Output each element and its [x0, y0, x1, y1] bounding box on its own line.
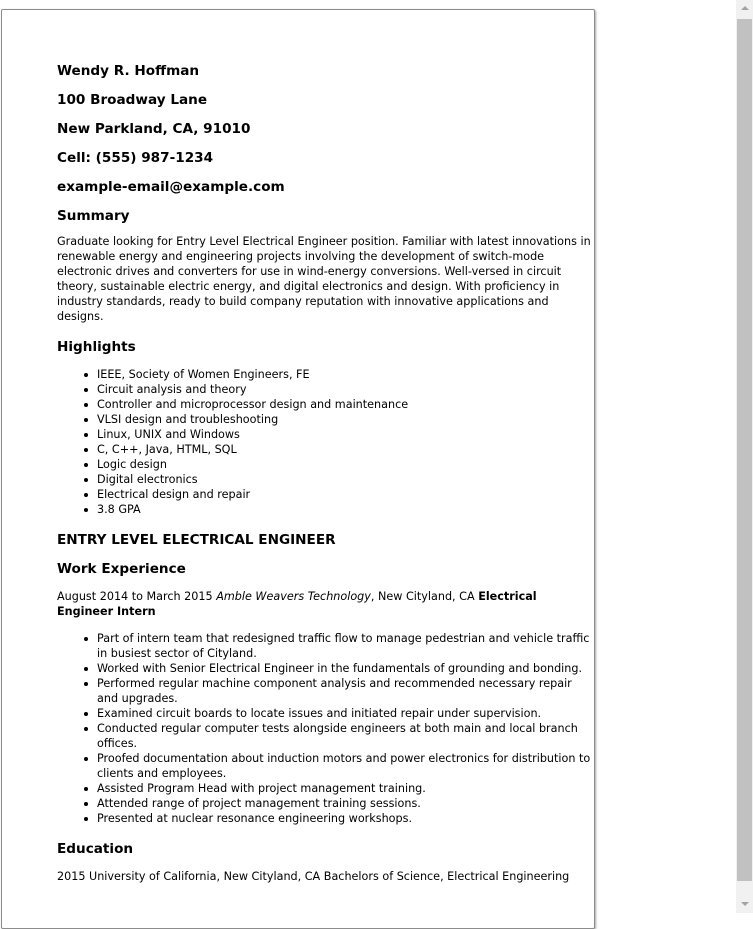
- highlight-item: Logic design: [97, 457, 591, 472]
- highlight-item: Circuit analysis and theory: [97, 382, 591, 397]
- work-duty-item: Assisted Program Head with project management training.: [97, 781, 591, 796]
- work-entry-line: [57, 589, 591, 619]
- education-heading: Education: [57, 841, 134, 857]
- scroll-down-arrow-icon[interactable]: [736, 896, 753, 913]
- resume-content: [57, 62, 591, 884]
- summary-heading: Summary: [57, 208, 130, 224]
- contact-name: Wendy R. Hoffman: [57, 63, 200, 79]
- highlight-item: Controller and microprocessor design and maintenance: [97, 397, 591, 412]
- work-heading: Work Experience: [57, 561, 186, 577]
- scroll-up-arrow-icon[interactable]: [736, 0, 753, 17]
- highlight-item: Electrical design and repair: [97, 487, 591, 502]
- work-duty-item: Examined circuit boards to locate issues and initiated repair under supervision.: [97, 706, 591, 721]
- work-duty-item: Performed regular machine component analysis and recommended necessary repair and upgrades.: [97, 676, 591, 706]
- work-duty-item: Conducted regular computer tests alongside engineers at both main and local branch offices.: [97, 721, 591, 751]
- work-location: , New Cityland, CA: [370, 590, 475, 603]
- work-duty-item: Part of intern team that redesigned traffic flow to manage pedestrian and vehicle traffic in busiest sector of Cityland.: [97, 632, 590, 660]
- highlight-item: VLSI design and troubleshooting: [97, 412, 591, 427]
- highlight-item: Digital electronics: [97, 472, 591, 487]
- highlight-item: C, C++, Java, HTML, SQL: [97, 442, 591, 457]
- education-text: 2015 University of California, New Cityland, CA Bachelors of Science, Electrical Engineering: [57, 870, 570, 883]
- work-dates: August 2014 to March 2015: [57, 590, 213, 603]
- work-duty-item: Attended range of project management training sessions.: [97, 796, 591, 811]
- contact-email: example-email@example.com: [57, 179, 285, 195]
- work-duties-list: [57, 631, 591, 826]
- work-company: Amble Weavers Technology: [216, 590, 371, 603]
- contact-city: New Parkland, CA, 91010: [57, 121, 251, 137]
- highlight-item: Linux, UNIX and Windows: [97, 427, 591, 442]
- scrollbar-thumb[interactable]: [737, 19, 752, 881]
- job-title: ENTRY LEVEL ELECTRICAL ENGINEER: [57, 532, 336, 548]
- highlights-list: [57, 367, 591, 517]
- work-duty-item: Proofed documentation about induction motors and power electronics for distribution to clients and employees.: [97, 752, 591, 780]
- highlight-item: 3.8 GPA: [97, 502, 591, 517]
- work-role: Electrical Engineer Intern: [57, 590, 537, 618]
- summary-text: Graduate looking for Entry Level Electrical Engineer position. Familiar with latest innovations in renewable energy and engineering projects involving the development of switch-mode electronic drives and converters for use in wind-energy conversions. Well-versed in circuit theory, sustainable electric energy, and digital electronics and design. With proficiency in industry standards, ready to build company reputation with innovative applications and designs.: [57, 235, 591, 323]
- contact-address: 100 Broadway Lane: [57, 92, 208, 108]
- highlights-heading: Highlights: [57, 339, 136, 355]
- contact-phone: Cell: (555) 987-1234: [57, 150, 214, 166]
- work-duty-item: Presented at nuclear resonance engineering workshops.: [97, 811, 591, 826]
- highlight-item: IEEE, Society of Women Engineers, FE: [97, 367, 591, 382]
- work-duty-item: Worked with Senior Electrical Engineer in the fundamentals of grounding and bonding.: [97, 661, 591, 676]
